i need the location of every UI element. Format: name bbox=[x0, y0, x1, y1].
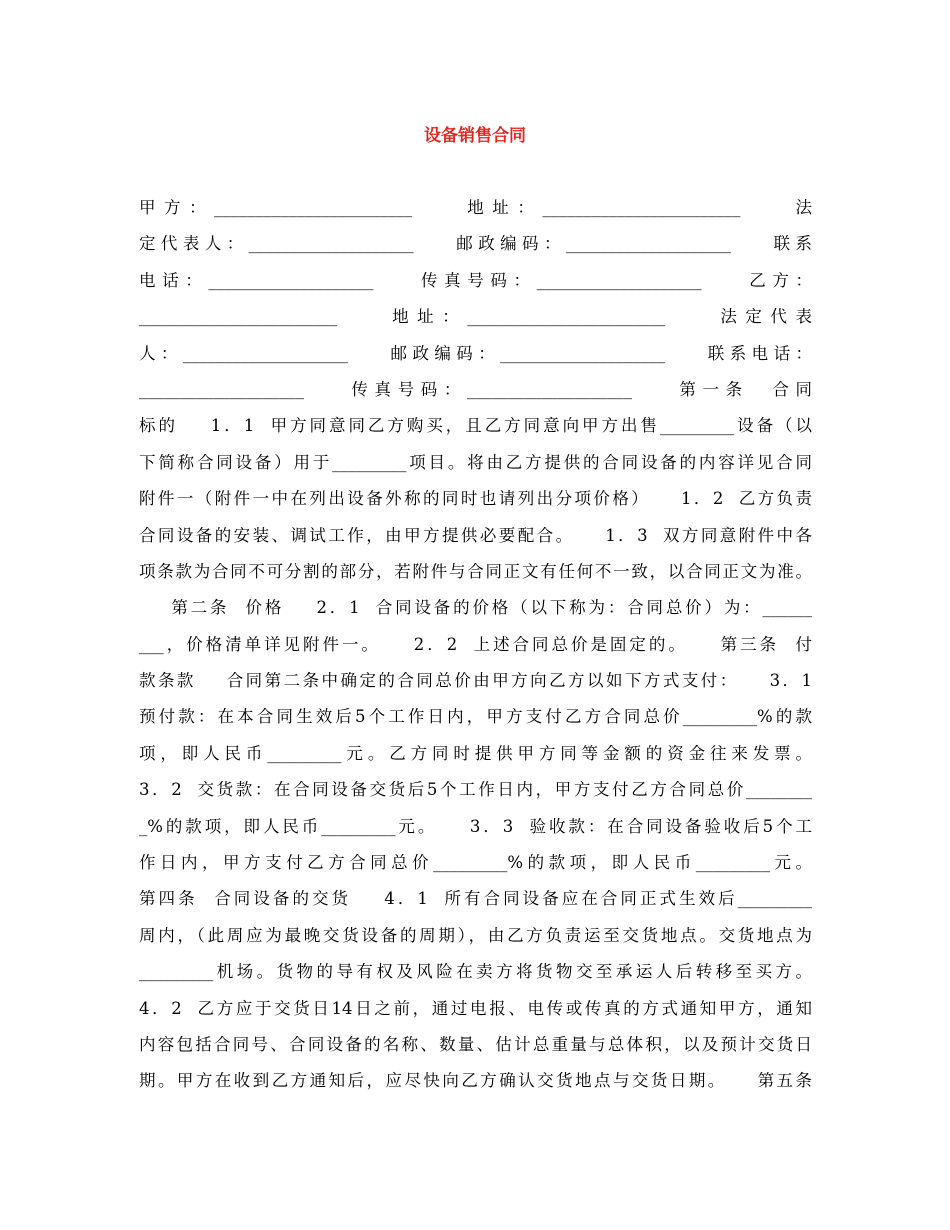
body-line: ___，价格清单详见附件一。 2．2 上述合同总价是固定的。 第三条 付 bbox=[139, 634, 812, 654]
body-line: 内容包括合同号、合同设备的名称、数量、估计总重量与总体积，以及预计交货日 bbox=[139, 1034, 812, 1054]
body-line: 作日内，甲方支付乙方合同总价_________%的款项，即人民币_________元。 bbox=[139, 853, 812, 873]
body-line: 下简称合同设备）用于_________项目。将由乙方提供的合同设备的内容详见合同 bbox=[139, 452, 812, 472]
body-line: 甲方：________________________ 地址：________________________ 法 bbox=[139, 198, 812, 217]
contract-body bbox=[139, 190, 812, 1100]
body-line: 人：____________________ 邮政编码：____________________ 联系电话： bbox=[139, 343, 812, 363]
body-line: 第四条 合同设备的交货 4．1 所有合同设备应在合同正式生效后_________ bbox=[139, 889, 812, 909]
body-line: 项条款为合同不可分割的部分，若附件与合同正文有任何不一致，以合同正文为准。 bbox=[139, 561, 812, 581]
body-line: 3．2 交货款：在合同设备交货后5个工作日内，甲方支付乙方合同总价________ bbox=[139, 780, 812, 800]
body-line: 定代表人：____________________ 邮政编码：____________________ 联系 bbox=[139, 234, 812, 254]
body-line: ________________________ 地址：________________________ 法定代表 bbox=[139, 307, 812, 327]
body-line: _%的款项，即人民币_________元。 3．3 验收款：在合同设备验收后5个工 bbox=[139, 816, 812, 836]
body-line: 附件一（附件一中在列出设备外称的同时也请列出分项价格） 1．2 乙方负责 bbox=[139, 489, 812, 509]
document-title: 设备销售合同 bbox=[424, 126, 526, 146]
body-line: 合同设备的安装、调试工作，由甲方提供必要配合。 1．3 双方同意附件中各 bbox=[139, 525, 812, 545]
body-line: 标的 1．1 甲方同意同乙方购买，且乙方同意向甲方出售_________设备（以 bbox=[139, 416, 812, 436]
body-line: 4．2 乙方应于交货日14日之前，通过电报、电传或传真的方式通知甲方，通知 bbox=[139, 998, 812, 1018]
body-line: 期。甲方在收到乙方通知后，应尽快向乙方确认交货地点与交货日期。 第五条 bbox=[139, 1071, 812, 1091]
body-line: 电话：____________________ 传真号码：____________________ 乙方： bbox=[139, 270, 812, 290]
body-line: ____________________ 传真号码：____________________ 第一条 合同 bbox=[139, 379, 812, 399]
body-line: _________机场。货物的导有权及风险在卖方将货物交至承运人后转移至买方。 bbox=[139, 962, 812, 982]
body-line: 预付款：在本合同生效后5个工作日内，甲方支付乙方合同总价_________%的款 bbox=[139, 707, 812, 727]
body-line: 项，即人民币_________元。乙方同时提供甲方同等金额的资金往来发票。 bbox=[139, 743, 812, 763]
body-line: 款条款 合同第二条中确定的合同总价由甲方向乙方以如下方式支付： 3．1 bbox=[139, 671, 812, 691]
body-line: 第二条 价格 2．1 合同设备的价格（以下称为：合同总价）为：______ bbox=[139, 598, 812, 618]
body-line: 周内，（此周应为最晚交货设备的周期），由乙方负责运至交货地点。交货地点为 bbox=[139, 925, 812, 945]
